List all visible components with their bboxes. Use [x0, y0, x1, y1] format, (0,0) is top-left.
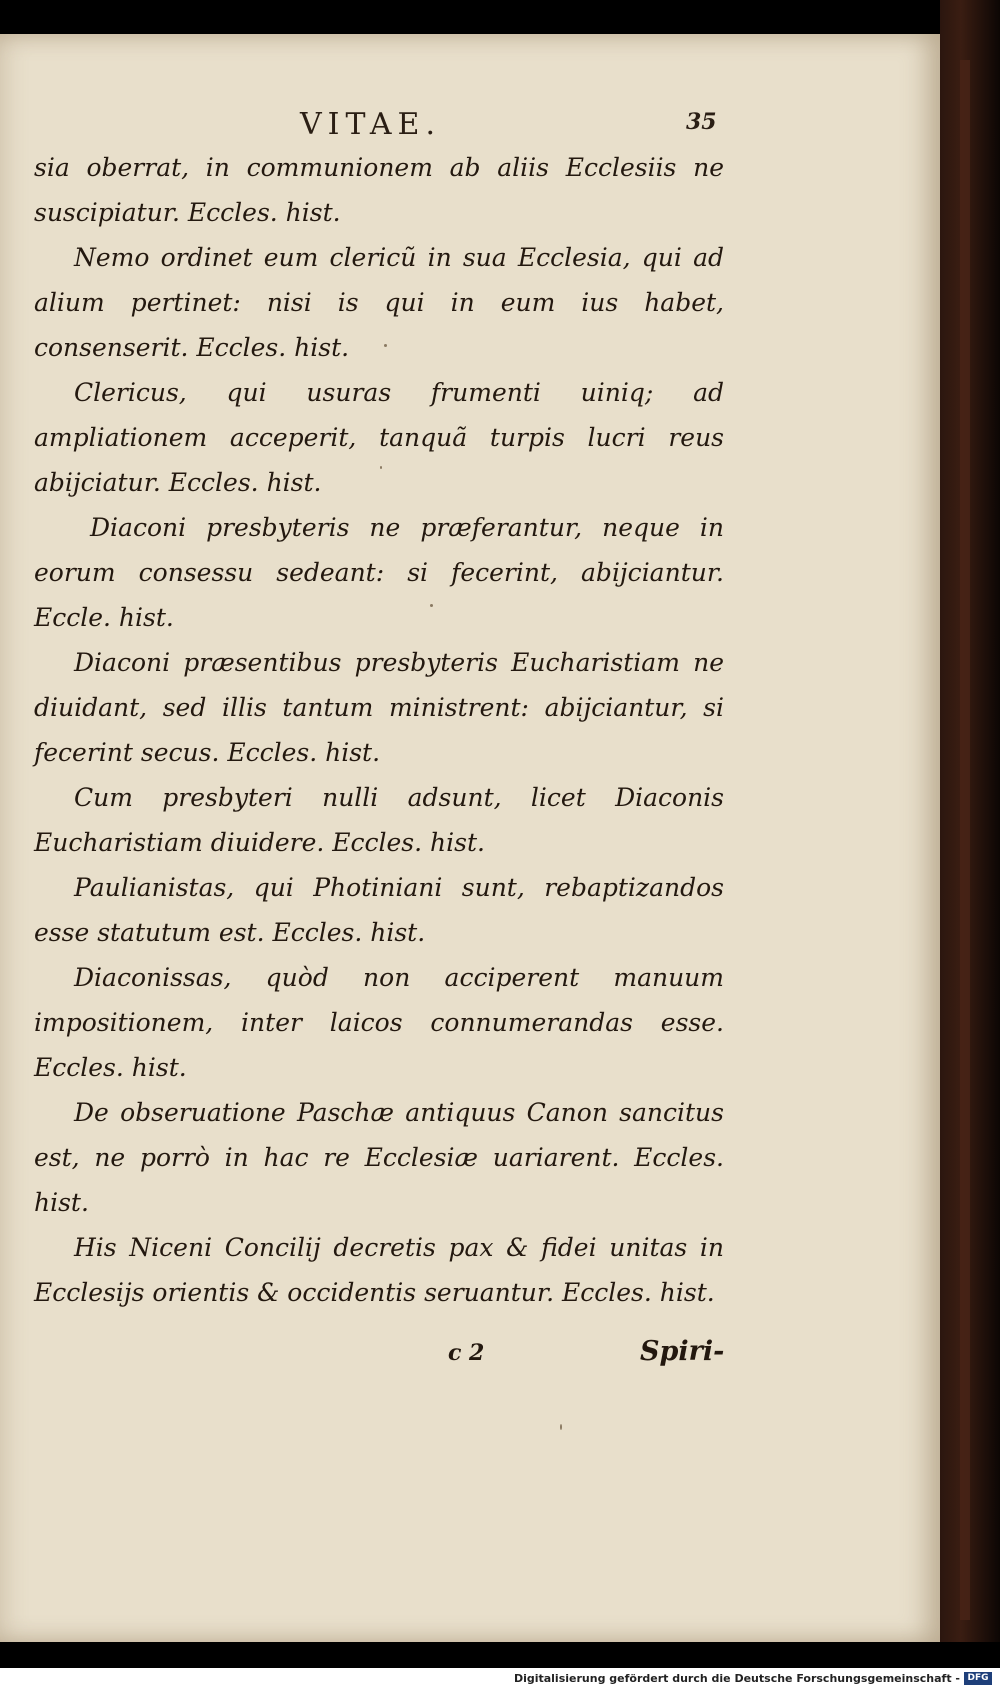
credit-text: Digitalisierung gefördert durch die Deutsche Forschungsgemeinschaft -	[513, 1672, 960, 1685]
signature-mark: c 2	[448, 1340, 485, 1366]
paragraph-canon-ordination: Nemo ordinet eum clericũ in sua Ecclesia, qui ad alium pertinet: nisi is qui in eum ius habet, consenserit. Eccles. hist.	[34, 243, 724, 362]
paragraph-canon-deacons-eucharist: Cum presbyteri nulli adsunt, licet Diaconis Eucharistiam diuidere. Eccles. hist.	[34, 783, 724, 857]
book-cover-band	[960, 60, 970, 1620]
running-head	[0, 107, 820, 141]
catchword: Spiri-	[640, 1336, 725, 1367]
dfg-logo-icon: DFG	[964, 1672, 992, 1685]
paragraph-canon-deacons-seating: Diaconi presbyteris ne præferantur, neque in eorum consessu sedeant: si fecerint, abijciantur. Eccle. hist.	[34, 513, 724, 632]
paragraph-canon-eucharist: Diaconi præsentibus presbyteris Eucharistiam ne diuidant, sed illis tantum ministrent: abijciantur, si fecerint secus. Eccles. hist.	[34, 648, 724, 767]
paragraph-continuation: sia oberrat, in communionem ab aliis Ecclesiis ne suscipiatur. Eccles. hist.	[34, 153, 724, 227]
paper-speck	[560, 1424, 562, 1430]
page-footer	[0, 1336, 760, 1380]
book-cover-edge	[940, 0, 1000, 1642]
paragraph-canon-easter: De obseruatione Paschæ antiquus Canon sancitus est, ne porrò in hac re Ecclesiæ uariarent. Eccles. hist.	[34, 1098, 724, 1217]
running-title: VITAE.	[300, 107, 441, 142]
credit-bar	[0, 1668, 1000, 1690]
body-text	[34, 145, 724, 1315]
paragraph-canon-conclusion: His Niceni Concilij decretis pax & fidei unitas in Ecclesijs orientis & occidentis seruantur. Eccles. hist.	[34, 1233, 724, 1307]
page-number: 35	[686, 109, 717, 135]
paragraph-canon-usury: Clericus, qui usuras frumenti uiniq; ad ampliationem acceperit, tanquã turpis lucri reus abijciatur. Eccles. hist.	[34, 378, 724, 497]
paragraph-canon-deaconesses: Diaconissas, quòd non acciperent manuum impositionem, inter laicos connumerandas esse. Eccles. hist.	[34, 963, 724, 1082]
paragraph-canon-paulianists: Paulianistas, qui Photiniani sunt, rebaptizandos esse statutum est. Eccles. hist.	[34, 873, 724, 947]
